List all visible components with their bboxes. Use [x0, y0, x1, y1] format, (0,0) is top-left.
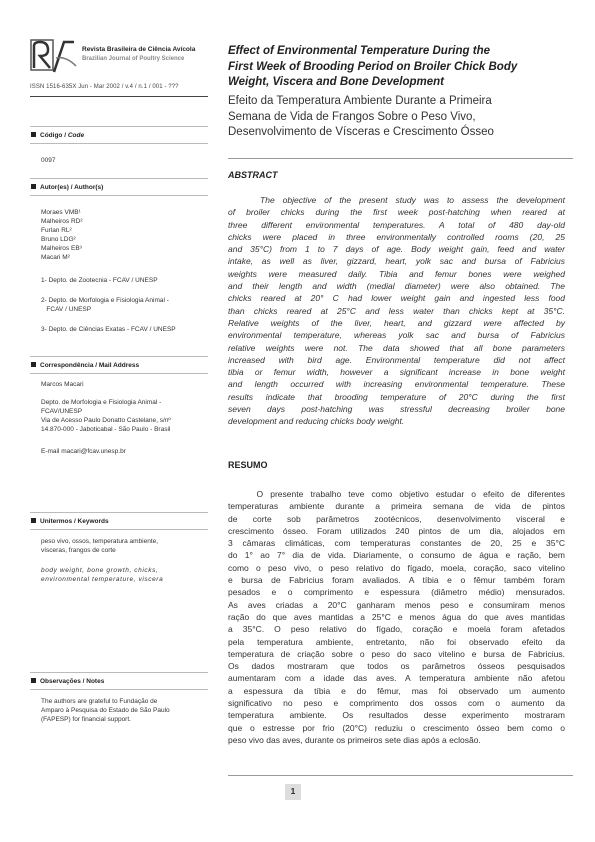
author-name: Moraes VMB¹ [41, 209, 81, 216]
text-line: a espessura da tíbia e do fêmur, mas foi observado um aumento [228, 685, 565, 696]
text-line: results indicate that brooding temperature of 20°C during the first [228, 391, 565, 402]
article-title-pt: Efeito da Temperatura Ambiente Durante a Primeira Semana de Vida de Frangos Sobre o Peso Vivo, Desenvolvimento de Vísceras e Crescimento Ósseo [228, 95, 494, 138]
text-line: tibia or femur width, however a significant increase in bone weight [228, 367, 565, 378]
journal-name-pt: Revista Brasileira de Ciência Avícola [82, 46, 196, 53]
divider [30, 672, 208, 673]
text-line: As aves criadas a 20°C ganharam menos peso e consumiram menos [228, 599, 565, 610]
divider [30, 689, 208, 690]
author-name: Bruno LDG² [41, 236, 76, 243]
text-line: than chicks reared at 25°C and less water than chicks kept at 35°C. [228, 305, 565, 316]
code-value: 0097 [41, 157, 56, 164]
text-line: pela temperatura ambiente, entretanto, não foi observado efeito da [228, 636, 565, 647]
text-line: intake, as well as liver, gizzard, heart, yolk sac and bursa of Fabricius [228, 256, 565, 267]
author-name: Macari M² [41, 254, 70, 261]
code-heading: Código / Code [31, 132, 84, 139]
text-line: Relative weights of the liver, heart, and gizzard were affected by [228, 317, 565, 328]
correspondence-heading: Correspondência / Mail Address [31, 362, 139, 369]
correspondence-address: Depto. de Morfologia e Fisiologia Animal - FCAV/UNESP Via de Acesso Paulo Donatto Castelane, s/nº 14.870-000 - Jaboticabal - São Paulo - Brasil [41, 399, 171, 433]
email-link[interactable]: E-mail macari@fcav.unesp.br [41, 448, 126, 455]
keywords-en: body weight, bone growth, chicks, environmental temperature, viscera [41, 567, 164, 583]
correspondence-name: Marcos Macari [41, 381, 84, 388]
text-line: peso vivo das aves, durante os primeiros sete dias após a eclosão. [228, 734, 481, 745]
text-line: temperaturas ambiente durante a primeira semana de vida de pintos [228, 501, 565, 512]
author-name: Furlan RL² [41, 227, 72, 234]
text-line: development and reducing chicks body weight. [228, 416, 405, 427]
author-name: Malheiros EB³ [41, 245, 82, 252]
author-name: Malheiros RD² [41, 218, 83, 225]
divider [30, 373, 208, 374]
text-line: seven days post-hatching was stressful decreasing broiler bone [228, 404, 565, 415]
issn-line: ISSN 1516-635X Jun - Mar 2002 / v.4 / n.1 / 001 - ??? [30, 84, 179, 90]
text-line: pesados e o comprimento e espessura (diâmetro médio) mensurados. [228, 587, 565, 598]
text-line: three different environmental temperatures. A total of 480 day-old [228, 219, 565, 230]
text-line: and length occurred with increasing environmental temperature. These [228, 379, 565, 390]
abstract-body [228, 194, 565, 428]
divider [30, 143, 208, 144]
text-line: increased with bird age. Environmental temperature did not affect [228, 354, 565, 365]
divider [30, 195, 208, 196]
affiliation: 1- Depto. de Zootecnia - FCAV / UNESP [41, 277, 158, 284]
text-line: aumentaram com a idade das aves. A temperatura ambiente não afetou [228, 673, 565, 684]
resumo-body [228, 488, 565, 746]
text-line: temperatura de criação sobre o peso do saco vitelino e bursa de Fabricius. [228, 648, 565, 659]
text-line: significativo no peso e comprimento dos ossos com o aumento da [228, 698, 565, 709]
affiliation: 2- Depto. de Morfologia e Fisiologia Animal - FCAV / UNESP [41, 297, 169, 313]
title-rule [228, 158, 573, 159]
text-line: ração do que aves mantidas a 25°C e menos água do que aves mantidas [228, 611, 565, 622]
keywords-pt: peso vivo, ossos, temperatura ambiente, vísceras, frangos de corte [41, 538, 159, 554]
text-line: weights were measured daily. Tibia and femur bones were weighed [228, 268, 565, 279]
text-line: relative weights were not. The data showed that all bone parameters [228, 342, 565, 353]
text-line: que o estresse por frio (20°C) reduziu o crescimento ósseo bem como o [228, 722, 565, 733]
divider [30, 529, 208, 530]
divider [30, 178, 208, 179]
affiliation: 3- Depto. de Ciências Exatas - FCAV / UNESP [41, 326, 176, 333]
text-line: e bursa de Fabricius foram avaliados. A tíbia e o fêmur também foram [228, 575, 565, 586]
text-line: and 35°C) from 1 to 7 days of age. Body weight gain, feed and water [228, 244, 565, 255]
abstract-heading: ABSTRACT [228, 170, 278, 180]
author-list [41, 208, 216, 262]
authors-heading: Autor(es) / Author(s) [31, 184, 103, 191]
notes-text: The authors are grateful to Fundação de Amparo à Pesquisa do Estado de São Paulo (FAPESP) for financial support. [41, 698, 170, 723]
text-line: 3 câmaras climáticas, com temperaturas constantes de 20, 25 e 35°C [228, 538, 565, 549]
keywords-heading: Unitermos / Keywords [31, 518, 109, 525]
text-line: environmental temperature, whereas yolk sac and bursa of Fabricius [228, 330, 565, 341]
text-line: do 1° ao 7° dia de vida. Diariamente, o consumo de água e ração, bem [228, 550, 565, 561]
divider [30, 512, 208, 513]
header-rule [30, 96, 208, 97]
divider [30, 126, 208, 127]
text-line: de corte sob parâmetros zootécnicos, desenvolvimento visceral e [228, 513, 565, 524]
divider [30, 356, 208, 357]
text-line: temperatura ambiente. Os resultados desse experimento mostraram [228, 710, 565, 721]
journal-name-en: Brazilian Journal of Poultry Science [82, 56, 185, 62]
text-line: chicks were placed in three environmentally controlled rooms (20, 25 [228, 231, 565, 242]
text-line: a 35°C. O peso relativo do fígado, coração e moela foram afetados [228, 624, 565, 635]
text-line: Os dados mostraram que todos os parâmetros ósseos pesquisados [228, 661, 565, 672]
notes-heading: Observações / Notes [31, 678, 104, 685]
text-line: The objective of the present study was to assess the development [228, 195, 565, 205]
text-line: O presente trabalho teve como objetivo estudar o efeito de diferentes [228, 489, 565, 499]
article-title-en: Effect of Environmental Temperature During the First Week of Brooding Period on Broiler Chick Body Weight, Viscera and Bone Development [228, 45, 518, 88]
journal-logo [30, 38, 78, 74]
footer-rule [228, 775, 573, 776]
text-line: chicks reared at 20° C had lower weight gain and ingested less food [228, 293, 565, 304]
resumo-heading: RESUMO [228, 460, 268, 470]
text-line: and their length and width (medial diameter) were also obtained. The [228, 281, 565, 292]
text-line: crescimento ósseo. Foram utilizados 240 pintos de um dia, alojados em [228, 525, 565, 536]
page-number: 1 [285, 784, 301, 800]
text-line: como o peso vivo, o peso relativo do fígado, moela, coração, saco vitelino [228, 562, 565, 573]
text-line: of broiler chicks during the first week post-hatching when reared at [228, 207, 565, 218]
